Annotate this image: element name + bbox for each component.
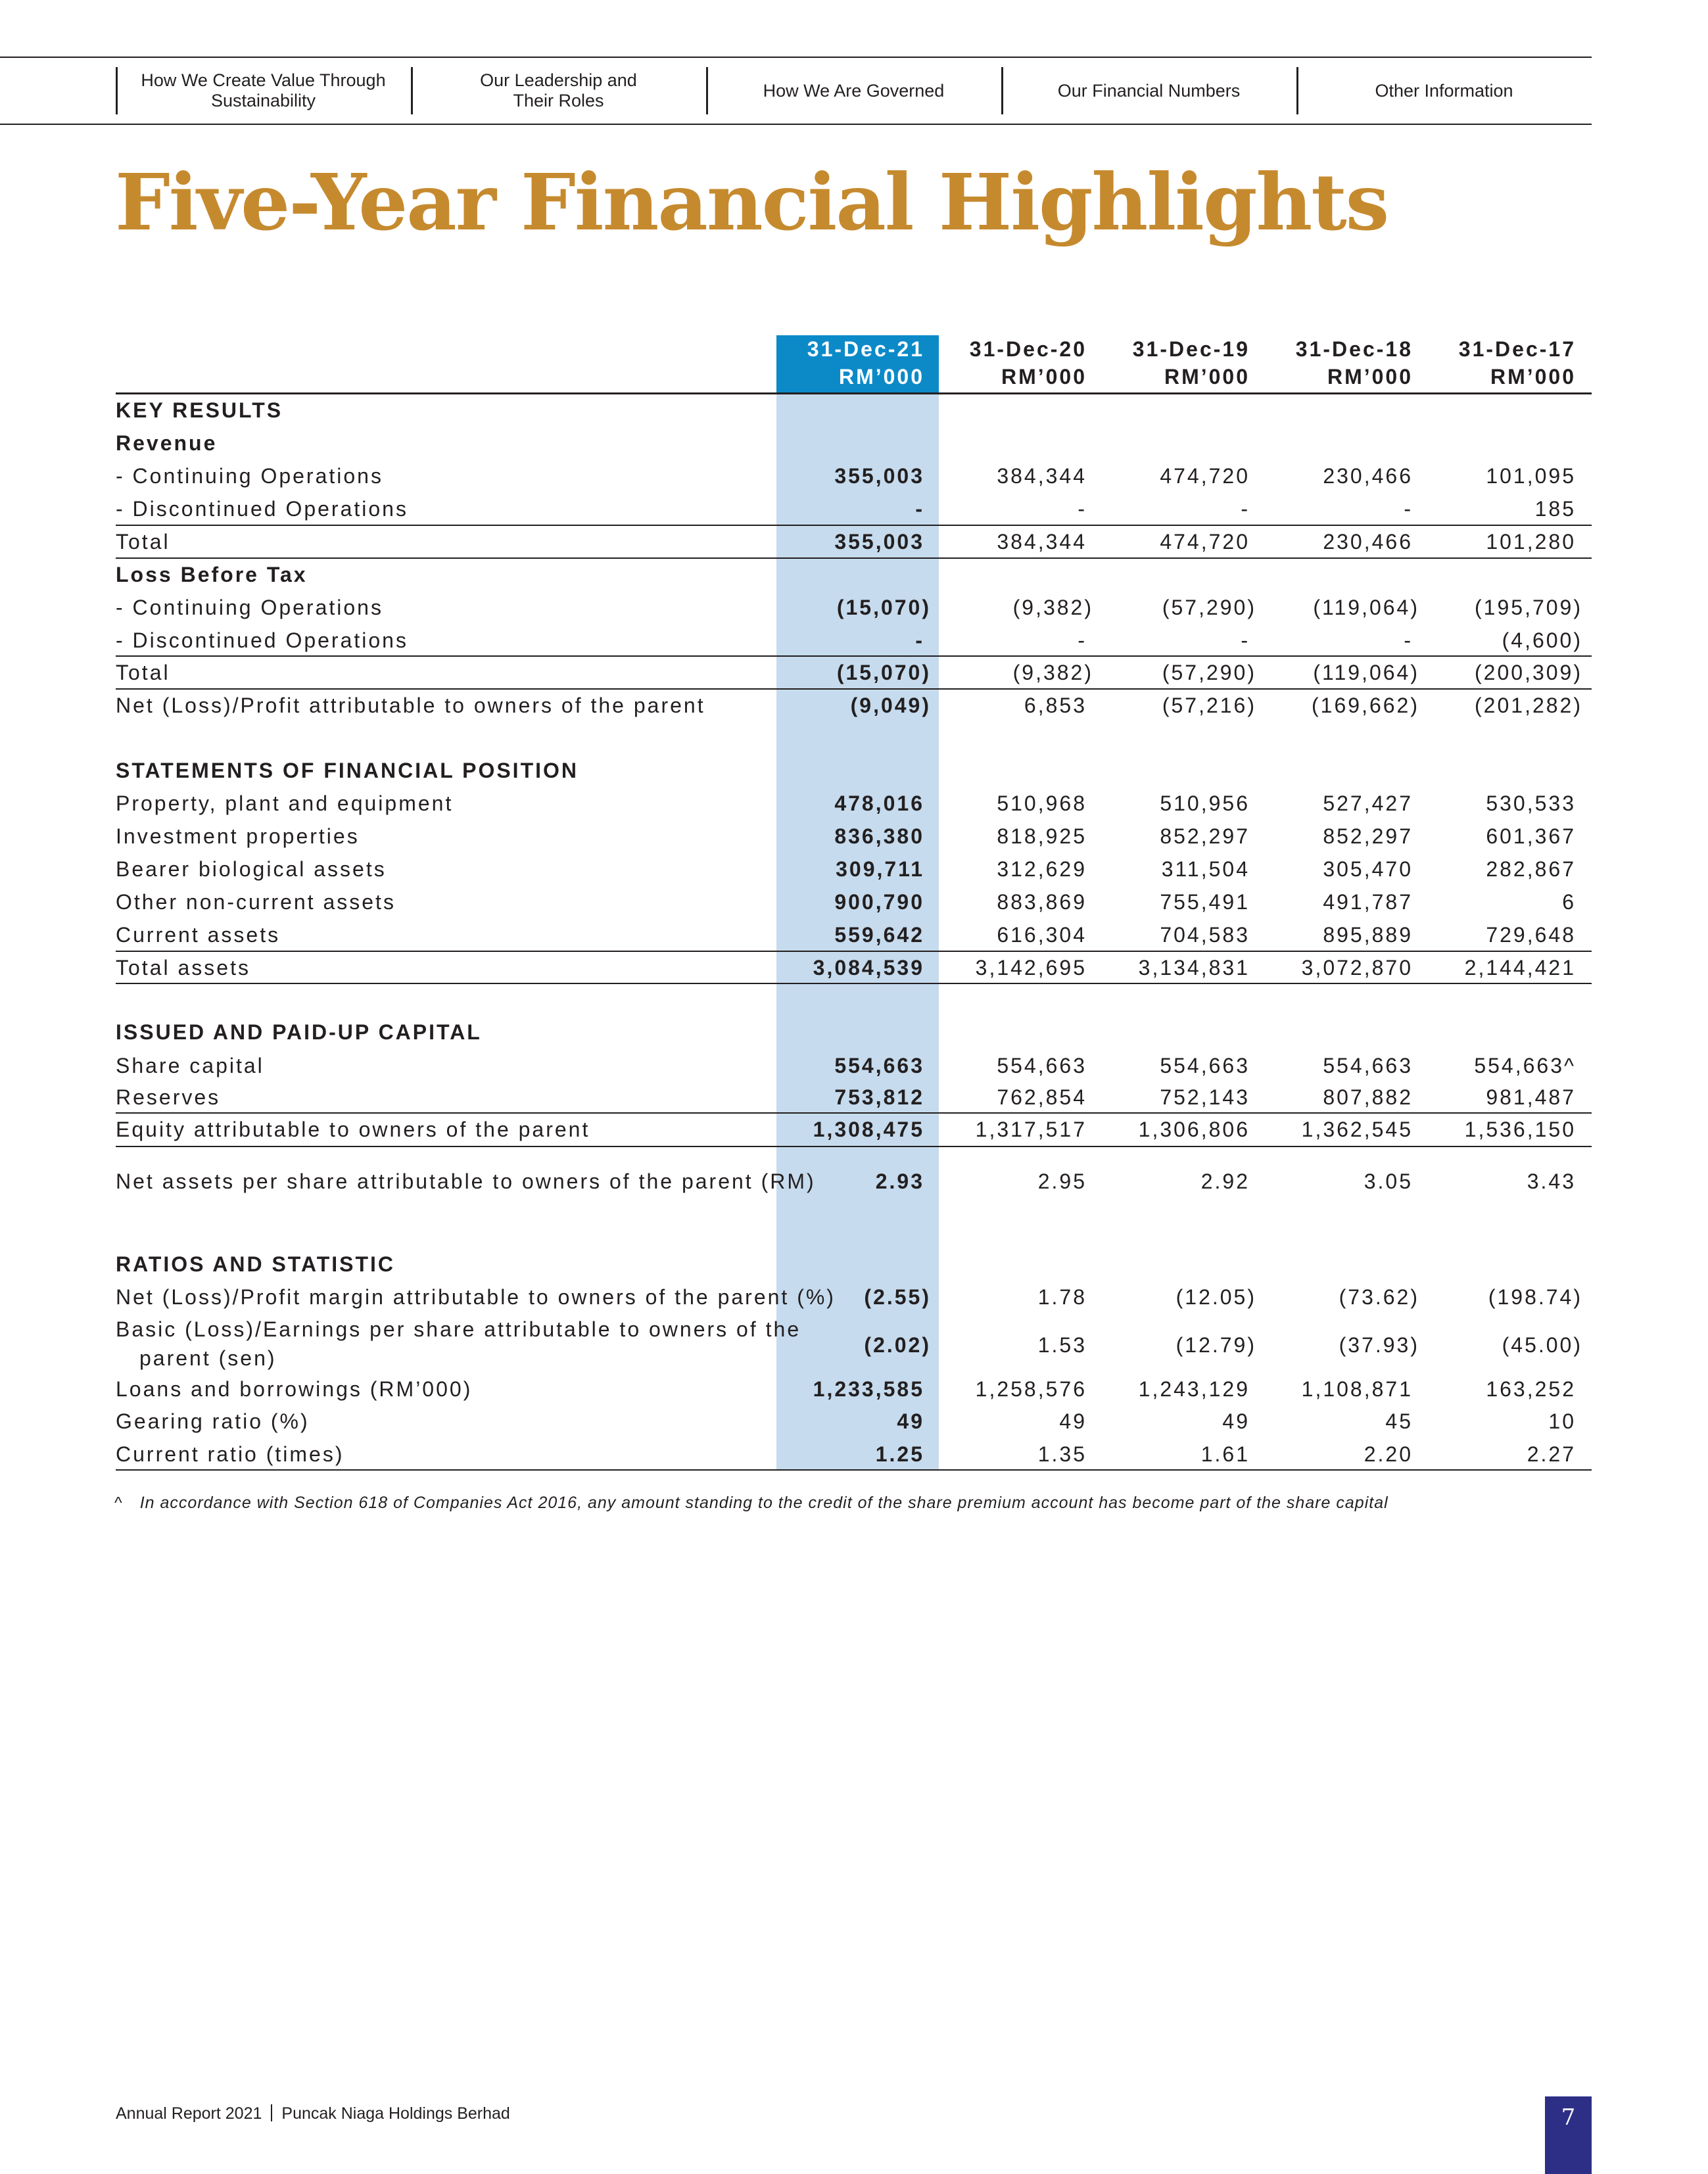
table-row <box>116 1113 1592 1146</box>
table-row <box>116 951 1592 984</box>
row-label: Current ratio (times) <box>116 1442 344 1466</box>
value-cell: 852,297 <box>1323 824 1413 848</box>
table-row <box>116 591 1592 624</box>
value-cell: 384,344 <box>997 530 1087 554</box>
value-cell: 49 <box>1059 1409 1087 1433</box>
value-cell: 1.78 <box>1037 1285 1087 1309</box>
value-cell: 530,533 <box>1486 792 1576 815</box>
value-cell: (57,216) <box>1162 694 1256 717</box>
footer-company: Puncak Niaga Holdings Berhad <box>281 2104 510 2123</box>
table-row <box>116 525 1592 558</box>
table-row <box>116 1405 1592 1438</box>
column-header-2020 <box>939 335 1101 393</box>
column-unit: RM’000 <box>1490 365 1576 389</box>
value-cell: - <box>1078 497 1087 521</box>
value-cell: 355,003 <box>834 464 924 488</box>
value-cell: 2.20 <box>1364 1442 1413 1466</box>
section-nav <box>116 58 1592 124</box>
section-label: ISSUED AND PAID-UP CAPITAL <box>116 1020 482 1044</box>
value-cell: 478,016 <box>834 792 924 815</box>
value-cell: 755,491 <box>1160 890 1250 914</box>
page-title: Five-Year Financial Highlights <box>115 156 1388 248</box>
row-label: - Discontinued Operations <box>116 497 408 521</box>
value-cell: - <box>1241 628 1250 652</box>
value-cell: 554,663 <box>1160 1054 1250 1077</box>
footer-report-title: Annual Report 2021 <box>116 2104 262 2123</box>
value-cell: 474,720 <box>1160 464 1250 488</box>
column-unit: RM’000 <box>1001 365 1087 389</box>
row-label: Total assets <box>116 956 250 980</box>
section-heading <box>116 394 1592 427</box>
column-date: 31-Dec-18 <box>1295 337 1413 361</box>
table-row <box>116 460 1592 492</box>
value-cell: (45.00) <box>1502 1333 1582 1357</box>
value-cell: - <box>1404 628 1413 652</box>
value-cell: 900,790 <box>834 890 924 914</box>
nav-tab-financial-numbers[interactable] <box>1001 58 1296 124</box>
footer-separator <box>271 2104 272 2121</box>
row-rule <box>116 983 1592 984</box>
row-label: Gearing ratio (%) <box>116 1409 310 1433</box>
table-row <box>116 1373 1592 1406</box>
value-cell: 762,854 <box>997 1085 1087 1109</box>
row-label: Net (Loss)/Profit margin attributable to owners of the parent (%) <box>116 1285 836 1309</box>
value-cell: 491,787 <box>1323 890 1413 914</box>
value-cell: 1,306,806 <box>1138 1118 1250 1141</box>
value-cell: 1.53 <box>1037 1333 1087 1357</box>
value-cell: 527,427 <box>1323 792 1413 815</box>
value-cell: 883,869 <box>997 890 1087 914</box>
footnote-text: In accordance with Section 618 of Companies Act 2016, any amount standing to the credit of the share premium account has become part of the share capital <box>139 1494 1388 1512</box>
table-row <box>116 1281 1592 1313</box>
value-cell: 1,536,150 <box>1464 1118 1576 1141</box>
value-cell: 807,882 <box>1323 1085 1413 1109</box>
value-cell: 616,304 <box>997 923 1087 947</box>
value-cell: - <box>1078 628 1087 652</box>
value-cell: 355,003 <box>834 530 924 554</box>
page-footer <box>116 2104 510 2123</box>
table-row <box>116 624 1592 657</box>
value-cell: 3,142,695 <box>975 956 1087 980</box>
nav-tab-other-information[interactable] <box>1296 58 1592 124</box>
value-cell: 729,648 <box>1486 923 1576 947</box>
nav-tab-value-sustainability[interactable] <box>116 58 411 124</box>
row-label: Share capital <box>116 1054 264 1077</box>
value-cell: 3.43 <box>1527 1170 1576 1193</box>
row-label: - Discontinued Operations <box>116 628 408 652</box>
value-cell: 312,629 <box>997 857 1087 881</box>
value-cell: (169,662) <box>1312 694 1419 717</box>
value-cell: 230,466 <box>1323 464 1413 488</box>
value-cell: 101,280 <box>1486 530 1576 554</box>
row-label: Current assets <box>116 923 281 947</box>
value-cell: 2.93 <box>875 1170 924 1193</box>
nav-tab-label: How We Create Value Through Sustainability <box>141 70 386 110</box>
section-label: RATIOS AND STATISTIC <box>116 1252 396 1276</box>
value-cell: (2.02) <box>864 1333 931 1357</box>
value-cell: 474,720 <box>1160 530 1250 554</box>
value-cell: 510,956 <box>1160 792 1250 815</box>
value-cell: 45 <box>1385 1409 1413 1433</box>
table-row <box>116 1049 1592 1082</box>
value-cell: 704,583 <box>1160 923 1250 947</box>
nav-tab-label: Our Leadership and Their Roles <box>480 70 637 110</box>
value-cell: 1,258,576 <box>975 1377 1087 1401</box>
value-cell: (37.93) <box>1339 1333 1419 1357</box>
value-cell: 1.35 <box>1037 1442 1087 1466</box>
value-cell: 3,134,831 <box>1138 956 1250 980</box>
value-cell: (57,290) <box>1162 661 1256 684</box>
row-label: Equity attributable to owners of the parent <box>116 1118 590 1141</box>
row-label: Total <box>116 530 170 554</box>
table-row <box>116 787 1592 820</box>
column-unit: RM’000 <box>838 365 924 389</box>
table-header <box>116 335 1592 393</box>
column-date: 31-Dec-20 <box>969 337 1087 361</box>
value-cell: (200,309) <box>1475 661 1582 684</box>
value-cell: 510,968 <box>997 792 1087 815</box>
page-number: 7 <box>1545 2096 1592 2174</box>
nav-tab-leadership[interactable] <box>411 58 706 124</box>
value-cell: 1.25 <box>875 1442 924 1466</box>
table-row <box>116 1312 1592 1378</box>
section-heading <box>116 1016 1592 1049</box>
value-cell: 836,380 <box>834 824 924 848</box>
table-row <box>116 886 1592 918</box>
section-label: KEY RESULTS <box>116 398 283 422</box>
row-label: Net assets per share attributable to owners of the parent (RM) <box>116 1170 816 1193</box>
row-label: Other non-current assets <box>116 890 396 914</box>
value-cell: 10 <box>1548 1409 1576 1433</box>
column-date: 31-Dec-17 <box>1458 337 1576 361</box>
row-label: Reserves <box>116 1085 221 1109</box>
column-header-2019 <box>1102 335 1264 393</box>
value-cell: (4,600) <box>1502 628 1582 652</box>
table-row <box>116 492 1592 525</box>
section-heading <box>116 1248 1592 1281</box>
column-date: 31-Dec-19 <box>1132 337 1250 361</box>
table-row <box>116 689 1592 722</box>
table-row <box>116 1081 1592 1114</box>
footnote <box>114 1494 1388 1513</box>
value-cell: 554,663 <box>1323 1054 1413 1077</box>
value-cell: 384,344 <box>997 464 1087 488</box>
row-label: - Continuing Operations <box>116 464 383 488</box>
value-cell: (2.55) <box>864 1285 931 1309</box>
value-cell: 49 <box>1222 1409 1250 1433</box>
row-label: Net (Loss)/Profit attributable to owners of the parent <box>116 694 705 717</box>
value-cell: 101,095 <box>1486 464 1576 488</box>
value-cell: (9,049) <box>850 694 931 717</box>
value-cell: 282,867 <box>1486 857 1576 881</box>
value-cell: 601,367 <box>1486 824 1576 848</box>
value-cell: 309,711 <box>836 857 924 881</box>
value-cell: - <box>915 628 924 652</box>
value-cell: (198.74) <box>1488 1285 1582 1309</box>
column-date: 31-Dec-21 <box>807 337 924 361</box>
value-cell: (119,064) <box>1313 596 1419 619</box>
value-cell: 1,308,475 <box>813 1118 924 1141</box>
section-heading <box>116 754 1592 787</box>
value-cell: 554,663 <box>834 1054 924 1077</box>
value-cell: 2,144,421 <box>1464 956 1576 980</box>
value-cell: 6,853 <box>1024 694 1087 717</box>
section-heading <box>116 558 1592 591</box>
section-label: Loss Before Tax <box>116 563 308 586</box>
table-row <box>116 918 1592 951</box>
value-cell: 305,470 <box>1323 857 1413 881</box>
section-heading <box>116 427 1592 460</box>
value-cell: 1,317,517 <box>975 1118 1087 1141</box>
value-cell: (12.79) <box>1175 1333 1256 1357</box>
nav-tab-label: How We Are Governed <box>763 80 945 101</box>
value-cell: 1.61 <box>1200 1442 1250 1466</box>
value-cell: 753,812 <box>834 1085 924 1109</box>
value-cell: 852,297 <box>1160 824 1250 848</box>
value-cell: 163,252 <box>1486 1377 1576 1401</box>
value-cell: - <box>915 497 924 521</box>
section-label: STATEMENTS OF FINANCIAL POSITION <box>116 759 579 782</box>
value-cell: 49 <box>897 1409 924 1433</box>
value-cell: 1,362,545 <box>1301 1118 1413 1141</box>
value-cell: 2.95 <box>1037 1170 1087 1193</box>
value-cell: 554,663^ <box>1474 1054 1576 1077</box>
value-cell: (201,282) <box>1475 694 1582 717</box>
value-cell: 6 <box>1562 890 1576 914</box>
column-header-2017 <box>1428 335 1590 393</box>
value-cell: (9,382) <box>1012 596 1093 619</box>
value-cell: 3,084,539 <box>813 956 924 980</box>
table-bottom-rule <box>116 1469 1592 1471</box>
value-cell: - <box>1241 497 1250 521</box>
row-label: Loans and borrowings (RM’000) <box>116 1377 473 1401</box>
value-cell: 981,487 <box>1486 1085 1576 1109</box>
value-cell: 3.05 <box>1364 1170 1413 1193</box>
row-label: Bearer biological assets <box>116 857 387 881</box>
section-label: Revenue <box>116 431 218 455</box>
value-cell: 1,233,585 <box>813 1377 924 1401</box>
value-cell: 230,466 <box>1323 530 1413 554</box>
column-header-2021 <box>776 335 939 393</box>
table-row <box>116 853 1592 886</box>
value-cell: (9,382) <box>1012 661 1093 684</box>
value-cell: (12.05) <box>1175 1285 1256 1309</box>
value-cell: 752,143 <box>1160 1085 1250 1109</box>
value-cell: 1,243,129 <box>1138 1377 1250 1401</box>
row-rule <box>116 1146 1592 1147</box>
value-cell: (119,064) <box>1313 661 1419 684</box>
value-cell: 1,108,871 <box>1301 1377 1413 1401</box>
row-label: Property, plant and equipment <box>116 792 454 815</box>
table-row <box>116 1438 1592 1471</box>
value-cell: 895,889 <box>1323 923 1413 947</box>
value-cell: (195,709) <box>1475 596 1582 619</box>
table-row <box>116 1165 1592 1198</box>
value-cell: 311,504 <box>1161 857 1250 881</box>
value-cell: 3,072,870 <box>1301 956 1413 980</box>
value-cell: 554,663 <box>997 1054 1087 1077</box>
nav-tab-label: Our Financial Numbers <box>1057 80 1241 101</box>
row-label: - Continuing Operations <box>116 596 383 619</box>
row-label: Basic (Loss)/Earnings per share attributable to owners of the parent (sen) <box>116 1317 801 1370</box>
row-label: Investment properties <box>116 824 360 848</box>
value-cell: 818,925 <box>997 824 1087 848</box>
nav-bottom-rule <box>0 124 1592 125</box>
column-header-2018 <box>1265 335 1427 393</box>
value-cell: (57,290) <box>1162 596 1256 619</box>
value-cell: 2.27 <box>1527 1442 1576 1466</box>
footnote-mark: ^ <box>114 1494 123 1512</box>
value-cell: (15,070) <box>836 661 931 684</box>
column-unit: RM’000 <box>1164 365 1250 389</box>
nav-tab-label: Other Information <box>1375 80 1513 101</box>
row-label: Total <box>116 661 170 684</box>
value-cell: (73.62) <box>1339 1285 1419 1309</box>
value-cell: 2.92 <box>1200 1170 1250 1193</box>
column-unit: RM’000 <box>1327 365 1413 389</box>
value-cell: - <box>1404 497 1413 521</box>
nav-tab-governance[interactable] <box>706 58 1001 124</box>
value-cell: 185 <box>1534 497 1576 521</box>
value-cell: (15,070) <box>836 596 931 619</box>
table-row <box>116 656 1592 689</box>
table-row <box>116 820 1592 853</box>
value-cell: 559,642 <box>834 923 924 947</box>
